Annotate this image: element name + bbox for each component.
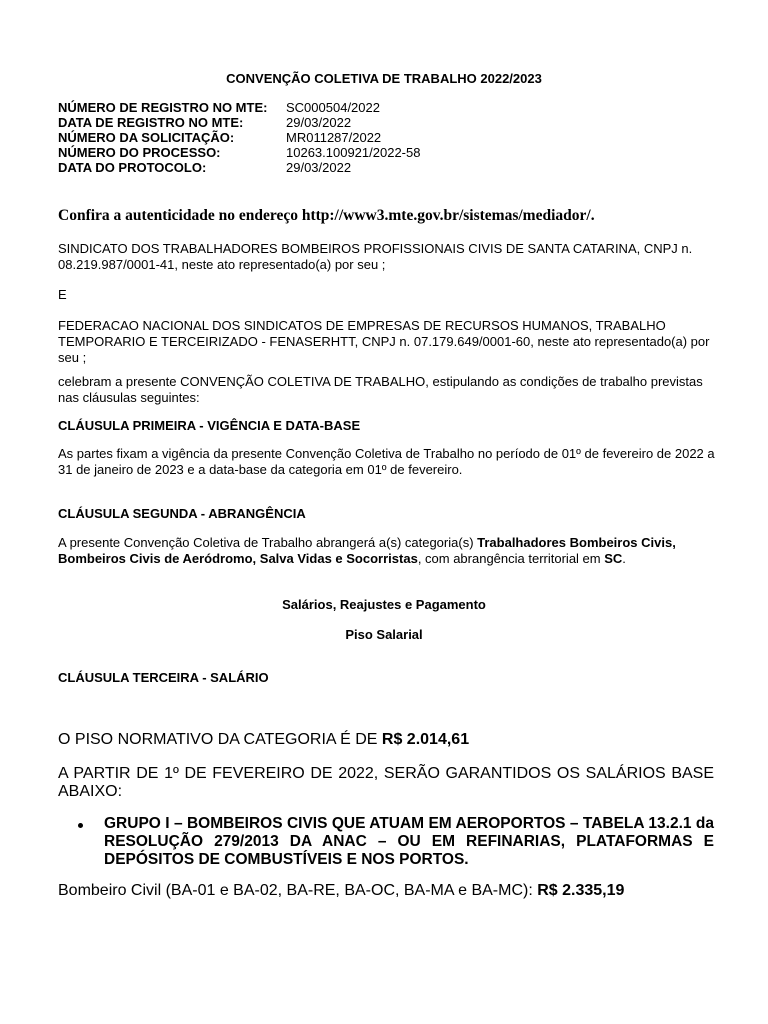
role-text: Bombeiro Civil (BA-01 e BA-02, BA-RE, BA-OC, BA-MA e BA-MC):: [58, 882, 538, 899]
registration-value: SC000504/2022: [286, 100, 380, 115]
bullet-dot: [78, 823, 83, 828]
clause-2-heading: CLÁUSULA SEGUNDA - ABRANGÊNCIA: [58, 506, 306, 521]
floor-value: R$ 2.014,61: [381, 731, 470, 748]
registration-value: 10263.100921/2022-58: [286, 145, 421, 160]
registration-row: [58, 145, 420, 160]
group-1-item: GRUPO I – BOMBEIROS CIVIS QUE ATUAM EM AEROPORTOS – TABELA 13.2.1 da RESOLUÇÃO 279/2013 DA ANAC – OU EM REFINARIAS, PLATAFORMAS E DEPÓSITOS DE COMBUSTÍVEIS E NOS PORTOS.: [104, 815, 714, 868]
clause-2-text-a: A presente Convenção Coletiva de Trabalho abrangerá a(s) categoria(s): [58, 535, 478, 550]
clause-2-text-c: , com abrangência territorial em: [417, 551, 605, 566]
registration-label: NÚMERO DE REGISTRO NO MTE:: [58, 100, 268, 115]
celebration-text: celebram a presente CONVENÇÃO COLETIVA DE TRABALHO, estipulando as condições de trabalho previstas nas cláusulas seguintes:: [58, 374, 703, 405]
registration-label: NÚMERO DO PROCESSO:: [58, 145, 221, 160]
role-value: R$ 2.335,19: [537, 882, 625, 899]
registration-value: 29/03/2022: [286, 160, 352, 175]
registration-label: DATA DO PROTOCOLO:: [58, 160, 207, 175]
registration-value: MR011287/2022: [286, 130, 382, 145]
document-title: CONVENÇÃO COLETIVA DE TRABALHO 2022/2023: [226, 71, 542, 86]
role-salary: [58, 882, 714, 900]
registration-row: [58, 130, 420, 145]
registration-label: NÚMERO DA SOLICITAÇÃO:: [58, 130, 235, 145]
party-union: SINDICATO DOS TRABALHADORES BOMBEIROS PROFISSIONAIS CIVIS DE SANTA CATARINA, CNPJ n. 08.219.987/0001-41, neste ato representado(a) por seu ;: [58, 241, 693, 272]
clause-3-heading: CLÁUSULA TERCEIRA - SALÁRIO: [58, 670, 269, 685]
conjunction-text: E: [58, 287, 67, 302]
section-salaries-heading: Salários, Reajustes e Pagamento: [282, 597, 486, 612]
registration-row: [58, 160, 420, 175]
registration-row: [58, 115, 420, 130]
registration-label: DATA DE REGISTRO NO MTE:: [58, 115, 244, 130]
floor-text: O PISO NORMATIVO DA CATEGORIA É DE: [58, 731, 382, 748]
registration-row: [58, 100, 420, 115]
clause-1-text: As partes fixam a vigência da presente Convenção Coletiva de Trabalho no período de 01º de fevereiro de 2022 a 31 de janeiro de 2023 e a data-base da categoria em 01º de fevereiro.: [58, 446, 715, 477]
authenticity-notice: Confira a autenticidade no endereço http://www3.mte.gov.br/sistemas/mediador/.: [58, 207, 595, 224]
clause-1-heading: CLÁUSULA PRIMEIRA - VIGÊNCIA E DATA-BASE: [58, 418, 361, 433]
floor-statement: [58, 731, 714, 749]
clause-2-categories: Trabalhadores Bombeiros Civis, Bombeiros Civis de Aeródromo, Salva Vidas e Socorristas: [58, 535, 676, 566]
section-floor-heading: Piso Salarial: [345, 627, 423, 642]
clause-2-text-e: .: [622, 551, 626, 566]
registration-value: 29/03/2022: [286, 115, 352, 130]
base-salaries-intro: A PARTIR DE 1º DE FEVEREIRO DE 2022, SERÃO GARANTIDOS OS SALÁRIOS BASE ABAIXO:: [58, 765, 714, 800]
clause-2-territory: SC: [604, 551, 623, 566]
party-federation: FEDERACAO NACIONAL DOS SINDICATOS DE EMPRESAS DE RECURSOS HUMANOS, TRABALHO TEMPORARIO E TERCEIRIZADO - FENASERHTT, CNPJ n. 07.179.649/0001-60, neste ato representado(a) por seu ;: [58, 318, 710, 365]
registration-block: [58, 100, 420, 175]
clause-2-text: [58, 535, 718, 567]
